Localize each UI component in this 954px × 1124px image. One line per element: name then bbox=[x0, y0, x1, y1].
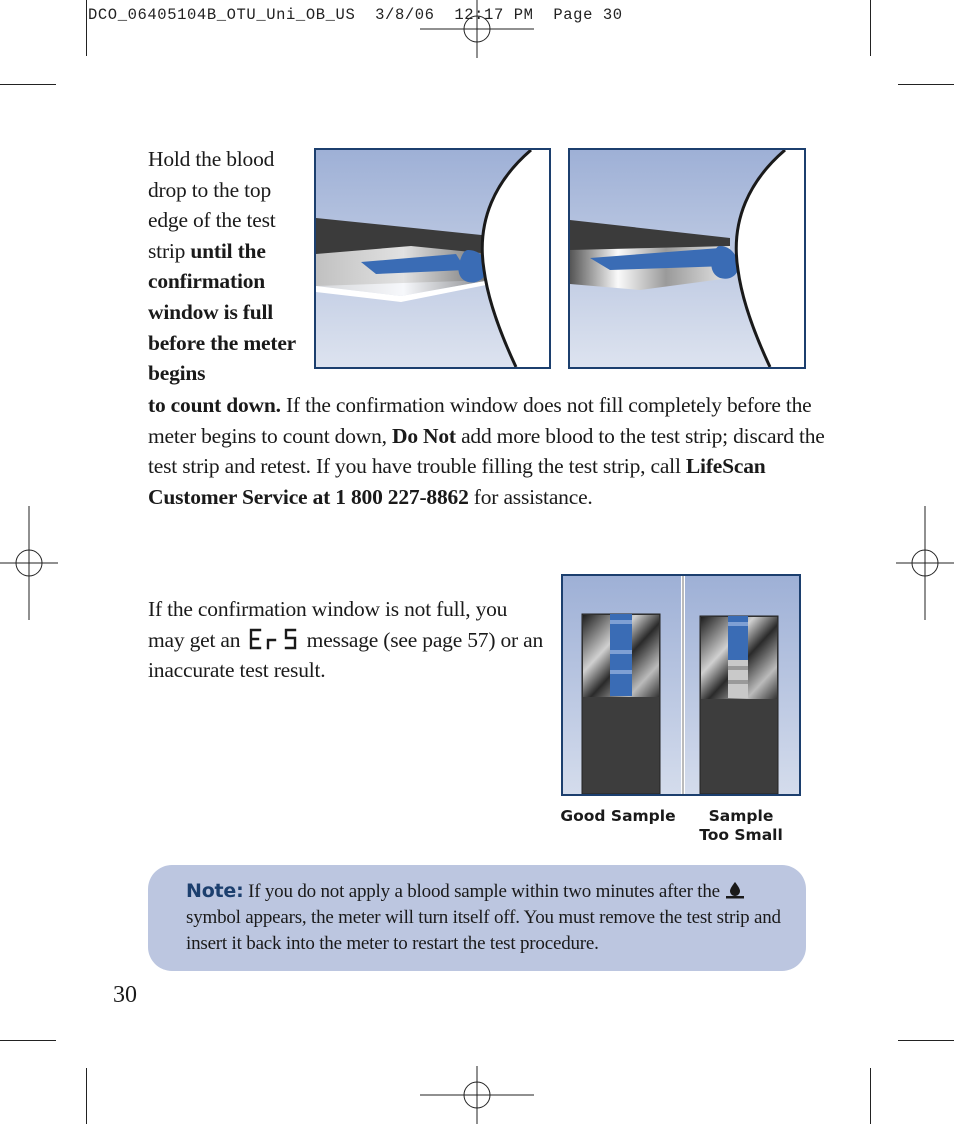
caption-text: Good Sample bbox=[560, 807, 676, 825]
caption-text: Sample bbox=[708, 807, 774, 825]
registration-mark-left bbox=[0, 506, 58, 620]
instruction-paragraph-narrow bbox=[148, 144, 308, 389]
caption-good-sample bbox=[560, 807, 676, 826]
page-number: 30 bbox=[113, 982, 137, 1008]
note-body: symbol appears, the meter will turn itself off. You must remove the test strip and insert it back into the meter to restart the test procedure. bbox=[186, 907, 781, 954]
emphasis-text: to count down. bbox=[148, 393, 281, 417]
paragraph-text: for assistance. bbox=[468, 484, 593, 509]
caption-text: Too Small bbox=[699, 826, 783, 844]
paragraph-text: add more blood to the test strip; discard the test strip and retest. If you have trouble filling the test strip, call bbox=[148, 423, 825, 479]
emphasis-text: Do Not bbox=[392, 423, 456, 448]
printer-slug: DCO_06405104B_OTU_Uni_OB_US 3/8/06 12:17 PM Page 30 bbox=[88, 6, 623, 24]
er5-lcd-icon bbox=[248, 628, 300, 650]
blood-drop-symbol-icon bbox=[724, 881, 746, 899]
customer-service-phone: LifeScan Customer Service at 1 800 227-8862 bbox=[148, 454, 766, 509]
registration-mark-right bbox=[896, 506, 954, 620]
figure-strip-partial-fill bbox=[314, 148, 551, 369]
paragraph-text: Hold the blood drop to the top edge of the test strip bbox=[148, 147, 276, 263]
figure-sample-comparison bbox=[561, 574, 801, 796]
instruction-paragraph-wide bbox=[148, 390, 828, 512]
note-body: If you do not apply a blood sample within two minutes after the bbox=[243, 881, 725, 902]
note-label: Note: bbox=[186, 880, 244, 902]
emphasis-text: until the confirmation window is full before the meter begins bbox=[148, 238, 296, 386]
paragraph-text: If the confirmation window is not full, you may get an bbox=[148, 597, 508, 652]
figure-strip-full-fill bbox=[568, 148, 806, 369]
caption-sample-too-small bbox=[690, 807, 792, 845]
note-text bbox=[186, 878, 786, 957]
error-paragraph bbox=[148, 594, 548, 686]
paragraph-text: message (see page 57) or an inaccurate test result. bbox=[148, 627, 544, 683]
note-box bbox=[148, 865, 806, 971]
registration-mark-top bbox=[420, 0, 534, 58]
registration-mark-bottom bbox=[420, 1066, 534, 1124]
paragraph-text: If the confirmation window does not fill completely before the meter begins to count down, bbox=[148, 393, 812, 448]
